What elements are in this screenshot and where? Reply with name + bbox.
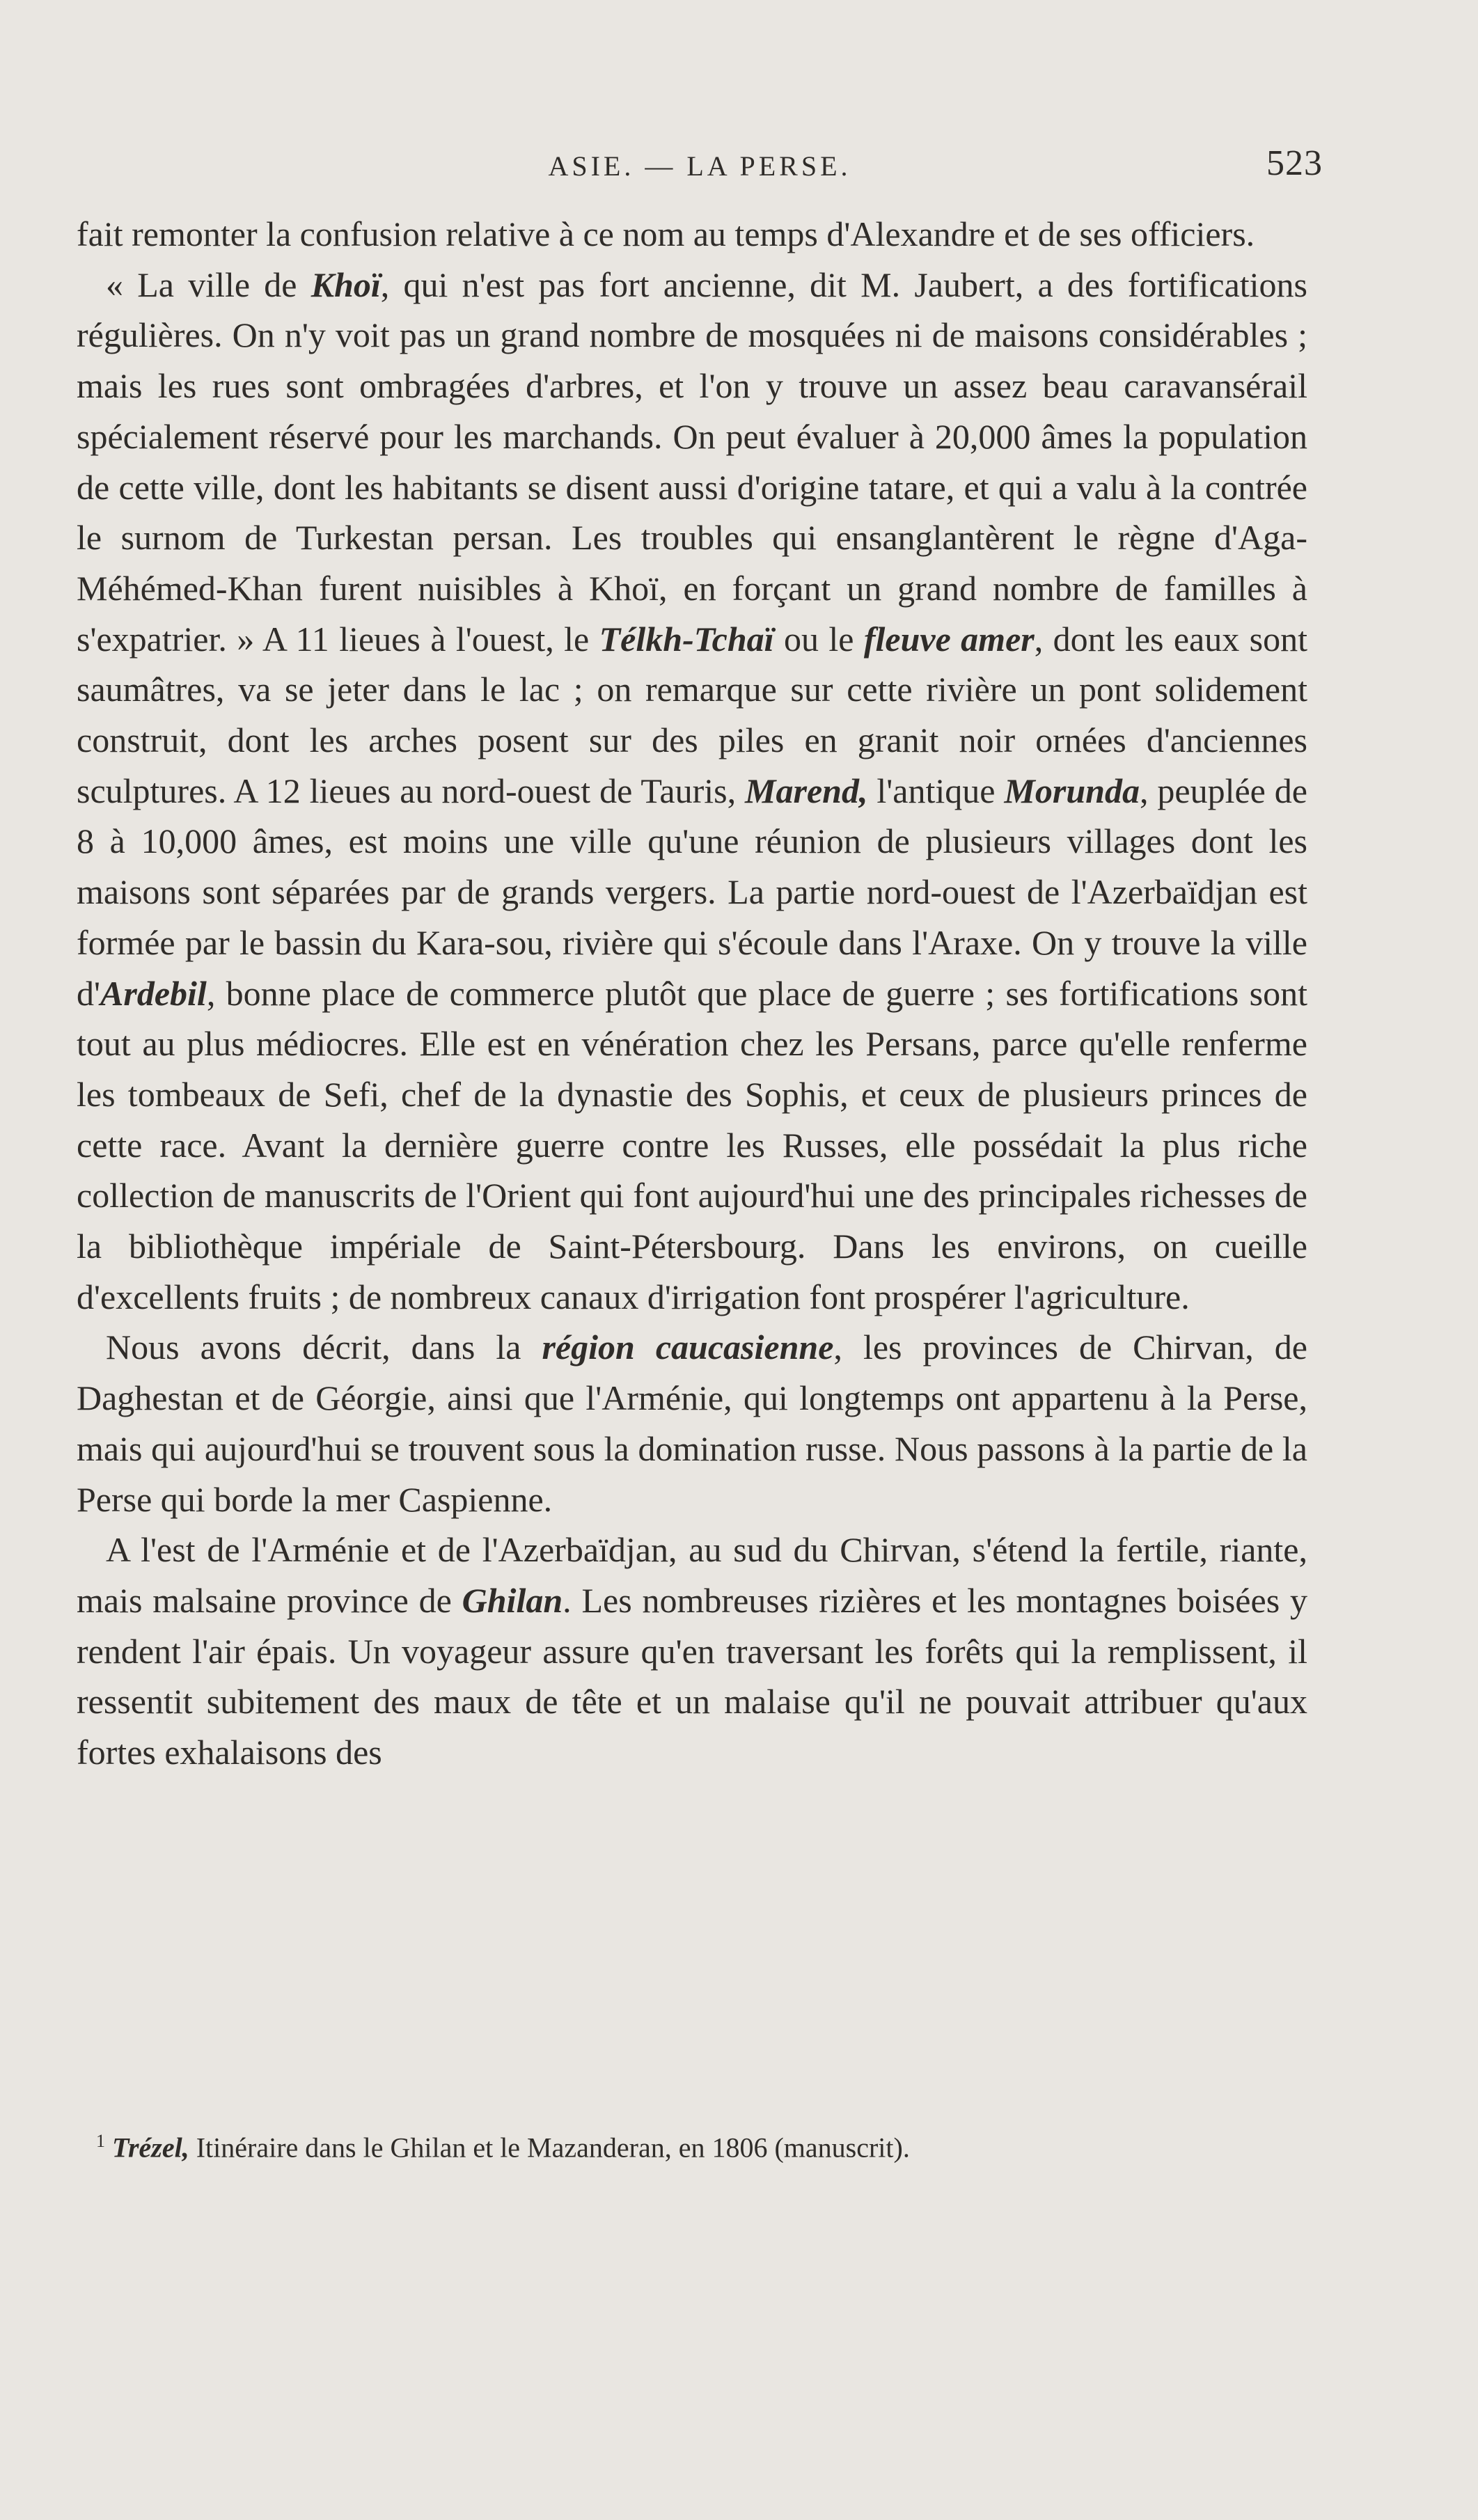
text-run: fait remonter la confusion relative à ce nom au temps d'Alexandre et de ses officiers. [77,214,1255,253]
italic-term: Morunda [1004,771,1140,810]
paragraph [77,1322,1307,1525]
running-head [77,143,1323,191]
footnote [96,2123,1321,2166]
footnote-marker: 1 [96,2131,105,2151]
footnote-author: Trézel, [112,2132,189,2164]
text-run: , qui n'est pas fort ancienne, dit M. Jaubert, a des fortifications régulières. On n'y voit pas un grand nombre de mosquées ni de maisons considérables ; mais les rues sont ombragées d'arbres, et l'on y trouve un assez beau caravansérail spécialement réservé pour les marchands. On peut évaluer à 20,000 âmes la population de cette ville, dont les habitants se disent aussi d'origine tatare, et qui a valu à la contrée le surnom de Turkestan persan. Les troubles qui ensanglantèrent le règne d'Aga-Méhémed-Khan furent nuisibles à Khoï, en forçant un grand nombre de familles à s'expatrier. » A 11 lieues à l'ouest, le [77,265,1308,659]
paragraph [77,209,1307,260]
italic-term: Ghilan [462,1580,563,1620]
text-run: , peuplée de 8 à 10,000 âmes, est moins une ville qu'une réunion de plusieurs villages dont les maisons sont séparées par de grands vergers. La partie nord-ouest de l'Azerbaïdjan est formée par le bassin du Kara-sou, rivière qui s'écoule dans l'Araxe. On y trouve la ville d' [77,771,1307,1013]
italic-term: Télkh-Tchaï [599,619,774,659]
text-run: , dont les eaux sont saumâtres, va se jeter dans le lac ; on remarque sur cette rivière un pont solidement construit, dont les arches posent sur des piles en granit noir ornées d'anciennes sculptures. A 12 lieues au nord-ouest de Tauris, [77,619,1307,810]
body-text [77,209,1307,1778]
italic-term: Khoï [310,265,381,304]
text-run: A l'est de l'Arménie et de l'Azerbaïdjan, au sud du Chirvan, s'étend la fertile, riante, mais malsaine province de [77,1530,1307,1620]
text-run: , les provinces de Chirvan, de Daghestan et de Géorgie, ainsi que l'Arménie, qui longtemps ont appartenu à la Perse, mais qui aujourd'hui se trouvent sous la domination russe. Nous passons à la partie de la Perse qui borde la mer Caspienne. [77,1328,1307,1519]
paragraph [77,260,1307,1323]
text-run: ou le [773,619,864,659]
paragraph [77,1525,1307,1778]
text-run: , bonne place de commerce plutôt que place de guerre ; ses fortifications sont tout au plus médiocres. Elle est en vénération chez les Persans, parce qu'elle renferme les tombeaux de Sefi, chef de la dynastie des Sophis, et ceux de plusieurs princes de cette race. Avant la dernière guerre contre les Russes, elle possédait la plus riche collection de manuscrits de l'Orient qui font aujourd'hui une des principales richesses de la bibliothèque impériale de Saint-Pétersbourg. Dans les environs, on cueille d'excellents fruits ; de nombreux canaux d'irrigation font prospérer l'agriculture. [77,973,1307,1316]
italic-term: région caucasienne [542,1328,834,1367]
text-run: . Les nombreuses rizières et les montagnes boisées y rendent l'air épais. Un voyageur assure qu'en traversant les forêts qui la remplissent, il ressentit subitement des maux de tête et un malaise qu'il ne pouvait attribuer qu'aux fortes exhalaisons des [77,1580,1307,1772]
text-run: Nous avons décrit, dans la [106,1328,542,1367]
italic-term: Marend, [745,771,868,810]
italic-term: fleuve amer [863,619,1035,659]
text-run: l'antique [867,771,1005,810]
running-title: ASIE. — LA PERSE. [548,150,851,182]
italic-term: Ardebil [100,973,207,1013]
page-number: 523 [1266,143,1323,183]
text-run: « La ville de [106,265,311,304]
footnote-text: Itinéraire dans le Ghilan et le Mazanderan, en 1806 (manuscrit). [189,2132,910,2164]
